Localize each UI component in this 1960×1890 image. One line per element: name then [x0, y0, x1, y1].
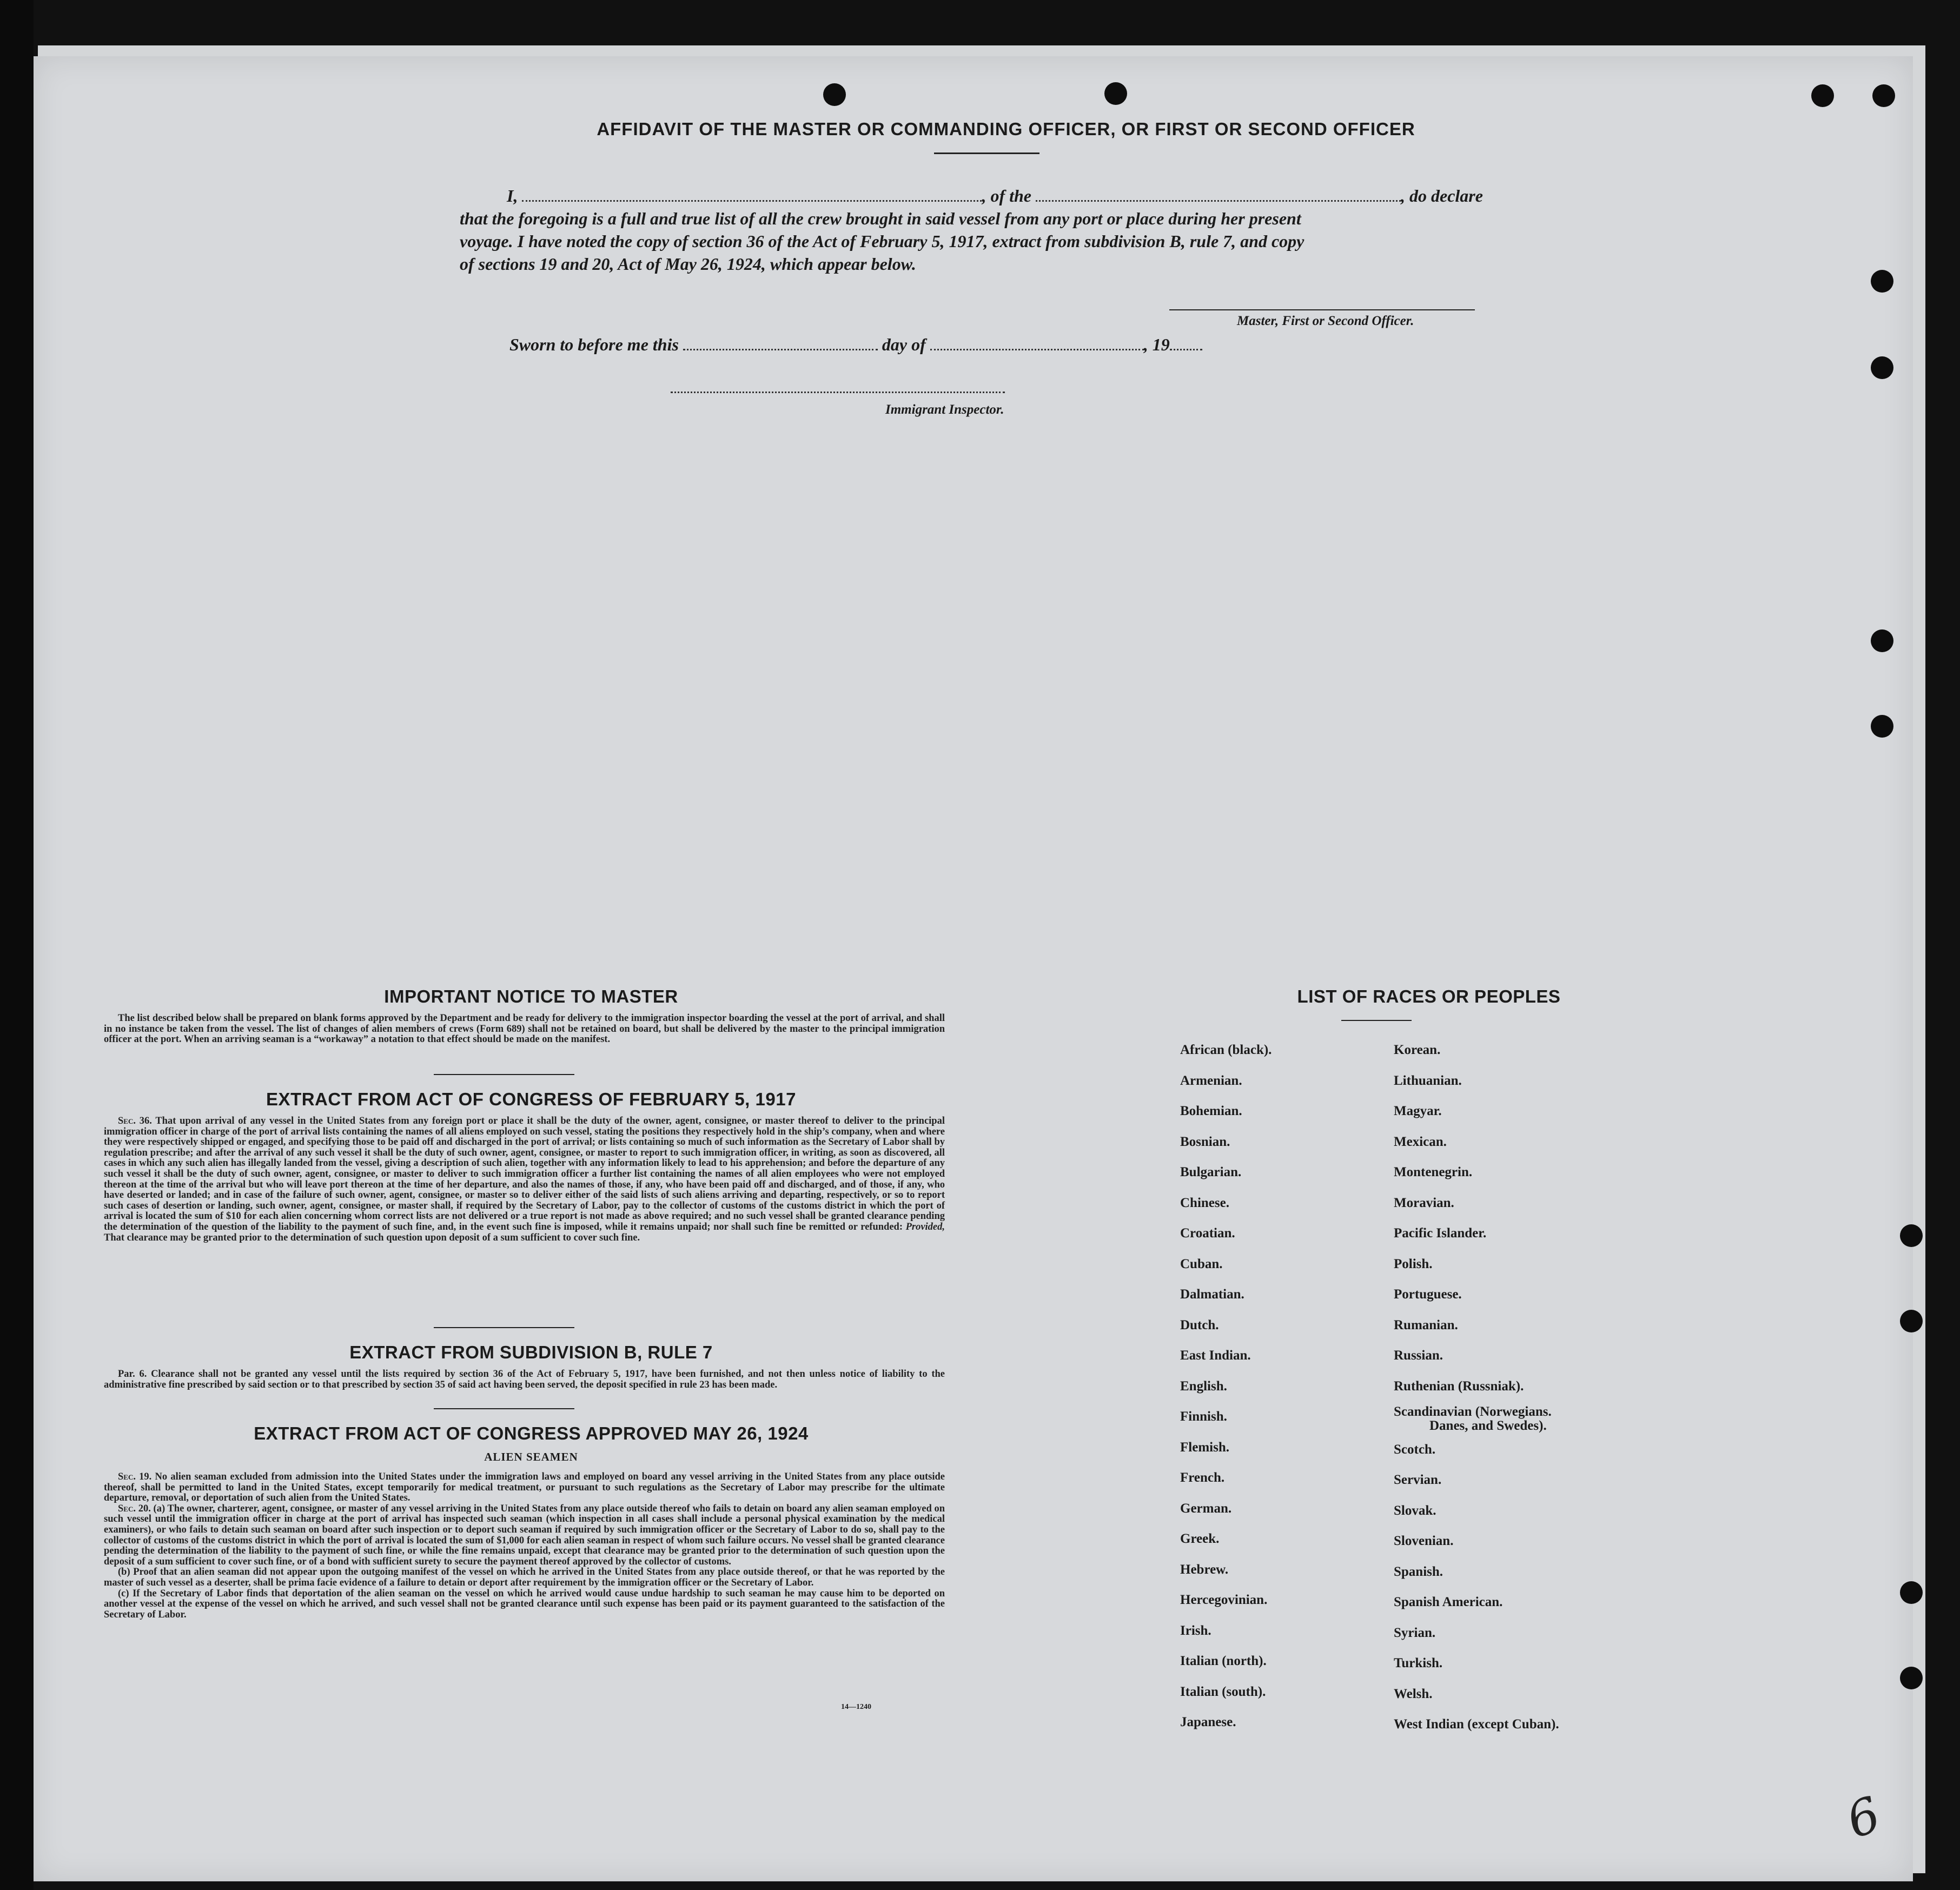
race-item: East Indian. [1180, 1348, 1251, 1363]
section-20b-text: (b) Proof that an alien seaman did not appear upon the outgoing manifest of the vessel on which he arrived in the United States from any place outside thereof, or that he was reported by the master of such vessel as a deserter, shall be prima facie evidence of a failure to detain or deport after requirement by the immigration officer or the Secretary of Labor. [104, 1567, 945, 1588]
document-page [34, 56, 1913, 1881]
extract-1924-text [104, 1472, 945, 1620]
section-36-text: That upon arrival of any vessel in the United States from any foreign port or place it shall be the duty of the owner, agent, consignee, or master thereof to deliver to the principal immigration officer in charge of the port of arrival lists containing the names of all aliens employed on such vessel, stating the positions they respectively hold in the ship’s company, when and where they were respectively shipped or engaged, and specifying those to be paid off and discharged in the port of arrival; or lists containing so much of such information as the Secretary of Labor shall by regulation prescribe; and after the arrival of any such vessel it shall be the duty of such owner, agent, consignee, or master to report to such immigration officer, in writing, as soon as discovered, all cases in which any such alien has illegally landed from the vessel, giving a description of such alien, together with any information likely to lead to his apprehension; and before the departure of any such vessel it shall be the duty of such owner, agent, consignee, or master to deliver to such immigration officer a further list containing the names of all alien employees who were not employed thereon at the time of the arrival but who will leave port thereon at the time of her departure, and also the names of those, if any, who have been paid off and discharged, and of those, if any, who have deserted or landed; and in case of the failure of such owner, agent, consignee, or master so to deliver either of the said lists of such aliens arriving and departing, respectively, or so to report such cases of desertion or landing, such owner, agent, consignee, or master shall, if required by the Secretary of Labor, pay to the collector of customs of the customs district in which the port of arrival is located the sum of $10 for each alien concerning whom correct lists are not delivered or a true report is not made as above required; and no such vessel shall be granted clearance pending the determination of the question of the liability to the payment of such fine, and, in the event such fine is imposed, while it remains unpaid; nor shall such fine be remitted or refunded: [104, 1116, 945, 1232]
race-item: Flemish. [1180, 1440, 1229, 1455]
section-19-text: No alien seaman excluded from admission into the United States under the immigration laws and employed on board any vessel arriving in the United States from any place outside thereof, shall be permitted to land in the United States, except temporarily for medical treatment, or pursuant to such regulations as the Secretary of Labor may prescribe for the ultimate departure, removal, or deportation of such alien from the United States. [104, 1471, 945, 1504]
affidavit-title: AFFIDAVIT OF THE MASTER OR COMMANDING OFFICER, OR FIRST OR SECOND OFFICER [597, 119, 1415, 139]
race-item-continuation: Danes, and Swedes). [1429, 1418, 1547, 1433]
race-item: German. [1180, 1501, 1232, 1516]
section-19-label: Sec. 19. [118, 1471, 152, 1482]
race-item: Japanese. [1180, 1715, 1236, 1729]
race-item: Italian (north). [1180, 1654, 1267, 1668]
race-item: Spanish. [1394, 1564, 1443, 1579]
race-item: Irish. [1180, 1623, 1211, 1638]
notice-title: IMPORTANT NOTICE TO MASTER [384, 986, 678, 1006]
inspector-caption: Immigrant Inspector. [885, 402, 1004, 417]
race-item: Korean. [1394, 1043, 1441, 1057]
race-item: French. [1180, 1470, 1225, 1485]
race-item: Spanish American. [1394, 1595, 1503, 1609]
race-item: Slovenian. [1394, 1534, 1454, 1548]
race-item: Lithuanian. [1394, 1073, 1462, 1088]
race-item: Scotch. [1394, 1442, 1436, 1457]
punch-hole [823, 83, 846, 106]
section-20a-text: (a) The owner, charterer, agent, consignee, or master of any vessel arriving in the United States from any place outside thereof who fails to detain on board any alien seaman employed on such vessel until the immigration officer in charge at the port of arrival has inspected such seaman (which inspection in all cases shall include a personal physical examination by the medical examiners), or who fails to detain such seaman on board after such inspection or to deport such seaman if required by such immigration officer or the Secretary of Labor to do so, shall pay to the collector of customs of the customs district in which the port of arrival is located the sum of $1,000 for each alien seaman in respect of whom such failure occurs. No vessel shall be granted clearance pending the determination of the liability to the payment of such fine, or while the fine remains unpaid, except that clearance may be granted prior to the determination of such question upon the deposit of a sum sufficient to cover such fine, or of a bond with sufficient surety to secure the payment thereof approved by the collector of customs. [104, 1503, 945, 1567]
race-item: Moravian. [1394, 1195, 1454, 1210]
sworn-prefix: Sworn to before me this [509, 335, 679, 354]
section-20-label: Sec. 20. [118, 1503, 151, 1514]
race-item: Portuguese. [1394, 1287, 1462, 1302]
punch-hole [1872, 84, 1895, 107]
race-item: Syrian. [1394, 1625, 1436, 1640]
scan-left-edge [0, 0, 34, 1890]
divider [434, 1408, 574, 1409]
punch-hole [1900, 1310, 1923, 1332]
race-item: Polish. [1394, 1256, 1433, 1271]
race-item: Finnish. [1180, 1409, 1227, 1424]
affidavit-line4: of sections 19 and 20, Act of May 26, 1924, which appear below. [460, 254, 916, 274]
punch-hole [1900, 1667, 1923, 1689]
race-item: Italian (south). [1180, 1684, 1266, 1699]
sworn-day-of: day of [882, 335, 926, 354]
form-number: 14—1240 [841, 1703, 871, 1711]
punch-hole [1900, 1581, 1923, 1604]
alien-seamen-subtitle: ALIEN SEAMEN [484, 1450, 578, 1463]
races-title: LIST OF RACES OR PEOPLES [1297, 986, 1561, 1006]
provided-word: Provided, [905, 1221, 945, 1232]
race-item-scandinavian [1394, 1402, 1559, 1435]
subdivision-b-title: EXTRACT FROM SUBDIVISION B, RULE 7 [349, 1342, 713, 1362]
race-item: Armenian. [1180, 1073, 1242, 1088]
inspector-signature-line[interactable] [671, 392, 1005, 393]
race-item: Rumanian. [1394, 1317, 1458, 1332]
races-right-column [1394, 1035, 1559, 1740]
race-item: Greek. [1180, 1531, 1220, 1546]
notice-text [104, 1013, 945, 1045]
race-item: Dutch. [1180, 1317, 1219, 1332]
race-item: Ruthenian (Russniak). [1394, 1378, 1524, 1394]
race-item: Hercegovinian. [1180, 1593, 1268, 1607]
subdivision-b-text [104, 1369, 945, 1390]
race-item: Bosnian. [1180, 1134, 1230, 1149]
punch-hole [1871, 715, 1893, 738]
punch-hole [1104, 82, 1127, 105]
vessel-blank[interactable] [1036, 200, 1401, 202]
punch-hole [1871, 356, 1893, 379]
name-blank[interactable] [522, 200, 982, 202]
race-item: Pacific Islander. [1394, 1226, 1487, 1241]
divider [434, 1074, 574, 1075]
race-item: Chinese. [1180, 1195, 1229, 1210]
day-blank[interactable] [683, 349, 878, 350]
month-blank[interactable] [930, 349, 1144, 350]
race-item: Magyar. [1394, 1104, 1442, 1118]
race-item: Servian. [1394, 1473, 1442, 1487]
race-item: English. [1180, 1378, 1227, 1394]
affidavit-line3: voyage. I have noted the copy of section 36 of the Act of February 5, 1917, extract from subdivision B, rule 7, and copy [460, 231, 1305, 251]
race-item: Cuban. [1180, 1256, 1223, 1271]
races-left-column [1180, 1035, 1272, 1738]
punch-hole [1900, 1224, 1923, 1247]
affidavit-line2: that the foregoing is a full and true list of all the crew brought in said vessel from any port or place during her present [460, 209, 1301, 228]
races-title-underline [1341, 1020, 1412, 1021]
race-item: Croatian. [1180, 1226, 1235, 1241]
section-36-text-end: That clearance may be granted prior to the determination of such question upon deposit of a sum sufficient to cover such fine. [104, 1232, 640, 1243]
divider [434, 1327, 574, 1328]
section-20c-text: (c) If the Secretary of Labor finds that deportation of the alien seaman on the vessel on which he arrived would cause undue hardship to such seaman he may cause him to be deported on another vessel at the expense of the vessel on which he arrived, and such vessel shall not be granted clearance until such expense has been paid or its payment guaranteed to the satisfaction of the Secretary of Labor. [104, 1588, 945, 1620]
race-item: Montenegrin. [1394, 1165, 1473, 1179]
race-item: Hebrew. [1180, 1562, 1229, 1577]
affidavit-of-the-label: , of the [982, 186, 1031, 205]
punch-hole [1871, 629, 1893, 652]
race-item: African (black). [1180, 1043, 1272, 1057]
year-blank[interactable] [1170, 349, 1202, 350]
affidavit-i-label: I, [507, 186, 518, 205]
section-label: Sec. 36. [118, 1116, 152, 1126]
race-item: Bohemian. [1180, 1104, 1242, 1118]
race-item: Mexican. [1394, 1134, 1447, 1149]
title-underline [934, 152, 1039, 154]
race-item: Dalmatian. [1180, 1287, 1244, 1302]
notice-paragraph: The list described below shall be prepared on blank forms approved by the Department and be ready for delivery to the immigration inspector boarding the vessel at the port of arrival, and shall in no instance be taken from the vessel. The list of changes of alien members of crews (Form 689) shall not be retained on board, but shall be delivered by the master to the principal immigration officer at the port. When an arriving seaman is a “workaway” a notation to that effect should be made on the manifest. [104, 1013, 945, 1045]
signature-line[interactable] [1169, 309, 1475, 310]
sworn-year: , 19 [1143, 335, 1170, 354]
race-item: West Indian (except Cuban). [1394, 1717, 1559, 1732]
race-item: Turkish. [1394, 1656, 1443, 1670]
race-item: Russian. [1394, 1348, 1443, 1363]
race-item: Slovak. [1394, 1503, 1436, 1518]
race-item-label: Scandinavian (Norwegians. [1394, 1404, 1552, 1419]
punch-hole [1811, 84, 1834, 107]
sworn-line [509, 335, 1202, 355]
race-item: Welsh. [1394, 1686, 1433, 1701]
affidavit-line1 [507, 186, 1483, 206]
extract-1917-title: EXTRACT FROM ACT OF CONGRESS OF FEBRUARY 5, 1917 [266, 1089, 796, 1109]
affidavit-declare-label: , do declare [1401, 186, 1483, 205]
handwritten-page-number: 6 [1839, 1786, 1888, 1850]
race-item: Bulgarian. [1180, 1165, 1242, 1179]
extract-1924-title: EXTRACT FROM ACT OF CONGRESS APPROVED MAY 26, 1924 [254, 1423, 809, 1443]
punch-hole [1871, 270, 1893, 293]
signature-caption: Master, First or Second Officer. [1237, 314, 1414, 328]
extract-1917-text [104, 1116, 945, 1243]
par6-paragraph: Par. 6. Clearance shall not be granted any vessel until the lists required by section 36 of the Act of February 5, 1917, have been furnished, and not then unless notice of liability to the administrative fine prescribed by said section or to that prescribed by section 35 of said act having been served, the deposit specified in rule 23 has been made. [104, 1369, 945, 1390]
